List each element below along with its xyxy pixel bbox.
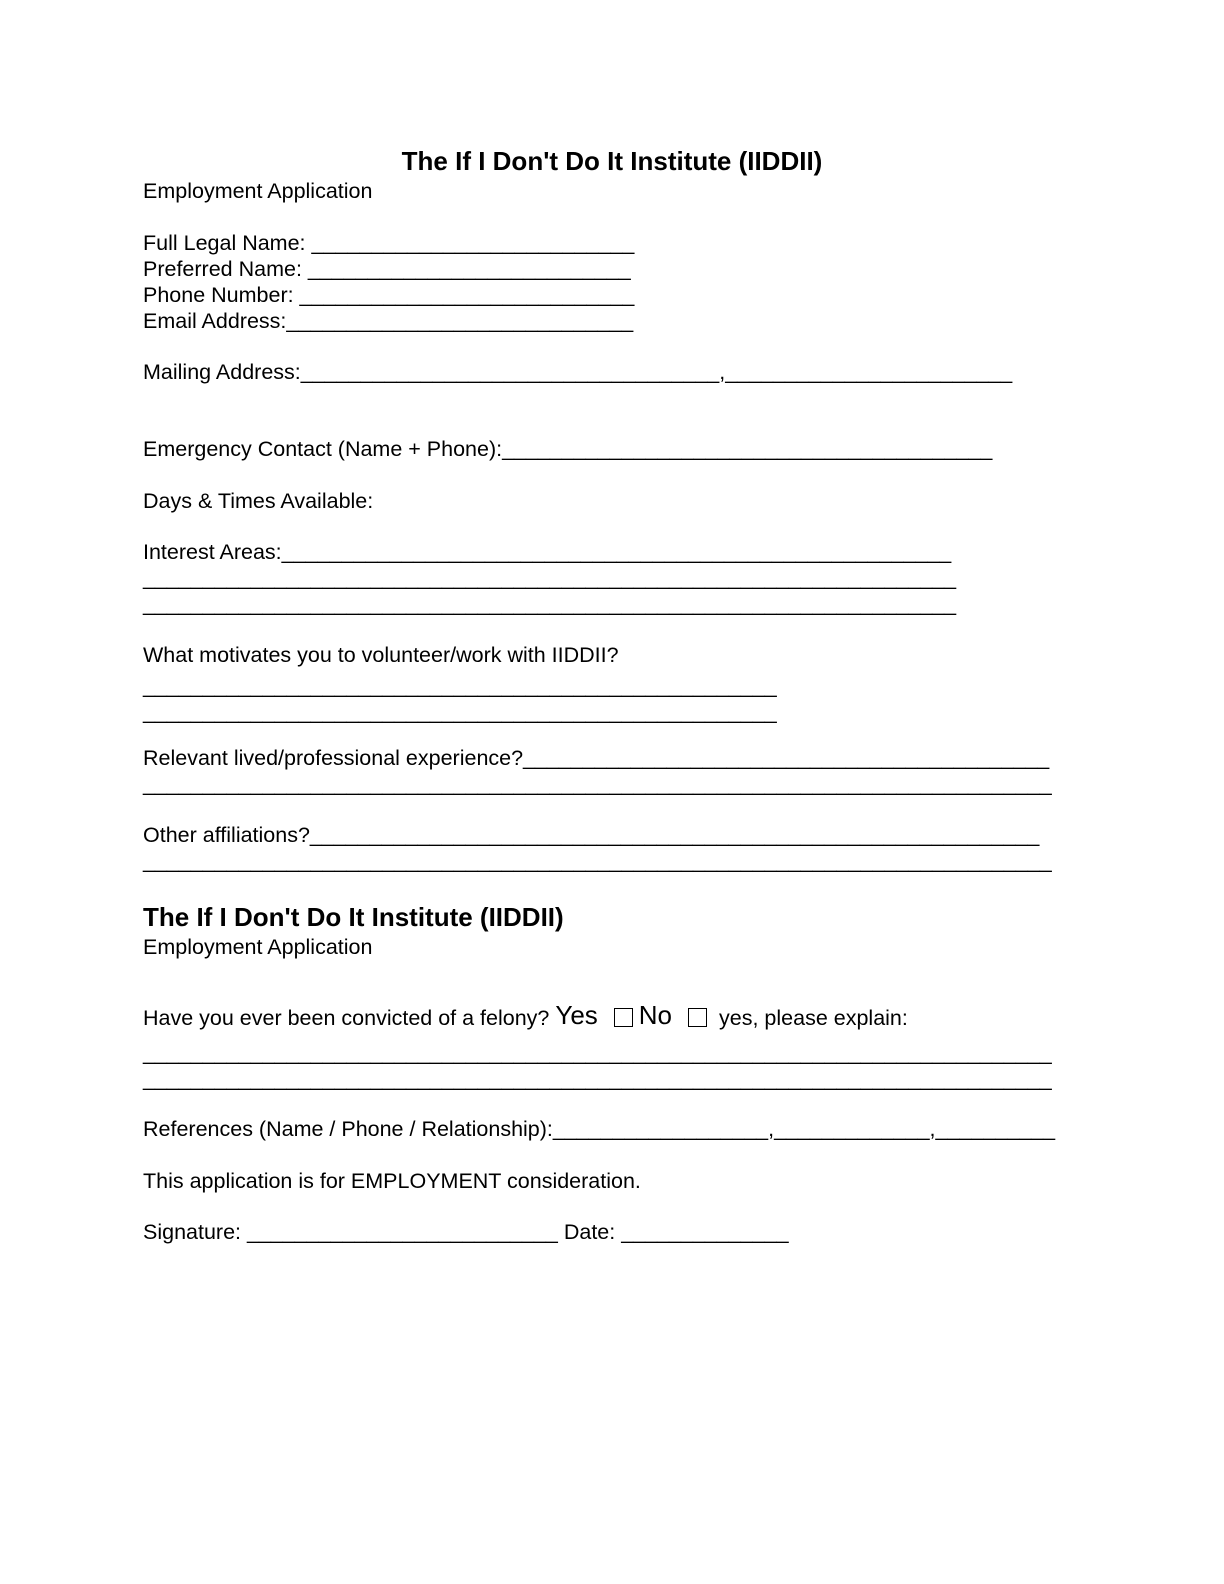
days-times-available-label: Days & Times Available: [143,489,374,513]
motivation-line-1[interactable]: _____________________________________________________ [143,674,777,698]
signature-date-field[interactable]: Signature: __________________________ Date: ______________ [143,1220,789,1244]
experience-line-2[interactable]: ____________________________________________________________________________ [143,772,1052,796]
felony-explain-line-2[interactable]: ____________________________________________________________________________ [143,1067,1052,1091]
experience-field[interactable]: Relevant lived/professional experience?____________________________________________ [143,746,1050,770]
page-subtitle: Employment Application [143,179,373,203]
emergency-contact-field[interactable]: Emergency Contact (Name + Phone):_________________________________________ [143,437,993,461]
full-legal-name-field[interactable]: Full Legal Name: ___________________________ [143,231,635,255]
employment-notice: This application is for EMPLOYMENT consideration. [143,1169,641,1193]
felony-explain-line-1[interactable]: ____________________________________________________________________________ [143,1041,1052,1065]
felony-question-row [143,1000,908,1031]
felony-question: Have you ever been convicted of a felony? [143,1006,550,1030]
motivation-line-2[interactable]: _____________________________________________________ [143,700,777,724]
no-checkbox[interactable] [688,1008,707,1027]
preferred-name-field[interactable]: Preferred Name: ___________________________ [143,257,631,281]
yes-label: Yes [555,1000,598,1030]
section-title: The If I Don't Do It Institute (IIDDII) [143,902,564,932]
motivation-question: What motivates you to volunteer/work with IIDDII? [143,643,619,667]
section-subtitle: Employment Application [143,935,373,959]
interest-areas-field[interactable]: Interest Areas:________________________________________________________ [143,540,952,564]
phone-number-field[interactable]: Phone Number: ____________________________ [143,283,635,307]
affiliations-line-2[interactable]: ____________________________________________________________________________ [143,849,1052,873]
interest-areas-line-2[interactable]: ____________________________________________________________________ [143,566,957,590]
page-title: The If I Don't Do It Institute (IIDDII) [401,146,823,176]
felony-explain-label: yes, please explain: [719,1006,908,1030]
yes-checkbox[interactable] [614,1008,633,1027]
email-address-field[interactable]: Email Address:_____________________________ [143,309,634,333]
references-field[interactable]: References (Name / Phone / Relationship):__________________,_____________,__________ [143,1117,1056,1141]
affiliations-field[interactable]: Other affiliations?_____________________________________________________________ [143,823,1040,847]
no-label: No [638,1000,673,1030]
interest-areas-line-3[interactable]: ____________________________________________________________________ [143,592,957,616]
mailing-address-field[interactable]: Mailing Address:___________________________________,________________________ [143,360,1013,384]
